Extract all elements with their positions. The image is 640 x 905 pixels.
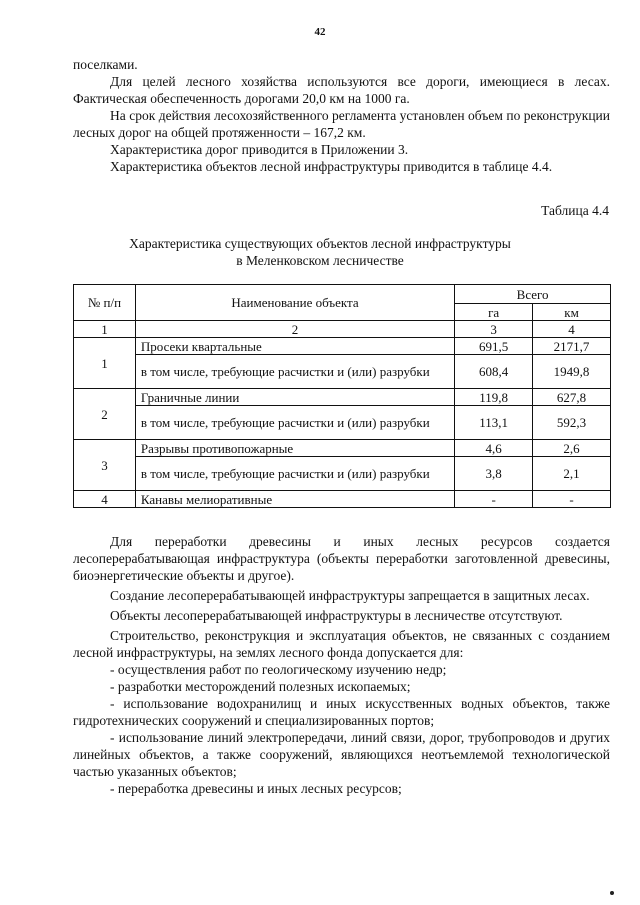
paragraph: Объекты лесоперерабатывающей инфраструктуры в лесничестве отсутствуют.: [110, 608, 563, 623]
column-number-row: [74, 321, 611, 338]
header-km: км: [533, 304, 611, 321]
paragraph: Характеристика дорог приводится в Приложении 3.: [110, 142, 409, 157]
list-item: - переработка древесины и иных лесных ресурсов;: [110, 781, 402, 796]
value-ha: 4,6: [455, 440, 533, 457]
value-ha: 608,4: [455, 355, 533, 389]
object-name: Канавы мелиоративные: [135, 491, 454, 508]
row-num: 2: [74, 389, 136, 440]
col-number: 1: [74, 321, 136, 338]
table-row: [74, 355, 611, 389]
header-total: Всего: [455, 285, 611, 304]
paragraph: Создание лесоперерабатывающей инфраструктуры запрещается в защитных лесах.: [110, 588, 590, 603]
header-name: Наименование объекта: [135, 285, 454, 321]
col-number: 2: [135, 321, 454, 338]
value-km: 1949,8: [533, 355, 611, 389]
row-num: 4: [74, 491, 136, 508]
value-ha: 113,1: [455, 406, 533, 440]
scan-mark: [610, 891, 614, 895]
paragraph: Для переработки древесины и иных лесных ресурсов создается лесоперерабатывающая инфраструктура (объекты переработки заготовленной древесины, биоэнергетические объекты и другое).: [73, 534, 610, 583]
table-title-line1: Характеристика существующих объектов лесной инфраструктуры: [129, 236, 511, 251]
page-number: 42: [314, 26, 326, 38]
object-name: в том числе, требующие расчистки и (или) разрубки: [135, 457, 454, 491]
paragraph: Строительство, реконструкция и эксплуатация объектов, не связанных с созданием лесной инфраструктуры, на землях лесного фонда допускается для:: [73, 628, 610, 660]
object-name: в том числе, требующие расчистки и (или) разрубки: [135, 406, 454, 440]
table-row: [74, 406, 611, 440]
value-km: -: [533, 491, 611, 508]
value-ha: 3,8: [455, 457, 533, 491]
value-km: 592,3: [533, 406, 611, 440]
table-row: [74, 389, 611, 406]
value-km: 627,8: [533, 389, 611, 406]
object-name: Граничные линии: [135, 389, 454, 406]
table-row: [74, 491, 611, 508]
intro-text: [73, 56, 610, 175]
object-name: в том числе, требующие расчистки и (или) разрубки: [135, 355, 454, 389]
object-name: Разрывы противопожарные: [135, 440, 454, 457]
value-ha: 119,8: [455, 389, 533, 406]
value-km: 2,6: [533, 440, 611, 457]
header-ha: га: [455, 304, 533, 321]
table-row: [74, 338, 611, 355]
table-row: [74, 457, 611, 491]
table-title-line2: в Меленковском лесничестве: [236, 253, 404, 268]
list-item: - использование линий электропередачи, линий связи, дорог, трубопроводов и других линейных объектов, а также сооружений, являющихся неотъемлемой технологической частью указанных объектов;: [73, 730, 610, 779]
list-item: - осуществления работ по геологическому изучению недр;: [110, 662, 447, 677]
paragraph: поселками.: [73, 57, 138, 72]
table-row: [74, 440, 611, 457]
body-text: [73, 533, 610, 797]
row-num: 1: [74, 338, 136, 389]
col-number: 3: [455, 321, 533, 338]
col-number: 4: [533, 321, 611, 338]
value-ha: -: [455, 491, 533, 508]
paragraph: Характеристика объектов лесной инфраструктуры приводится в таблице 4.4.: [110, 159, 553, 174]
header-num: № п/п: [74, 285, 136, 321]
row-num: 3: [74, 440, 136, 491]
value-ha: 691,5: [455, 338, 533, 355]
value-km: 2171,7: [533, 338, 611, 355]
value-km: 2,1: [533, 457, 611, 491]
list-item: - разработки месторождений полезных ископаемых;: [110, 679, 411, 694]
object-name: Просеки квартальные: [135, 338, 454, 355]
list-item: - использование водохранилищ и иных искусственных водных объектов, также гидротехнических сооружений и специализированных портов;: [73, 696, 610, 728]
paragraph: На срок действия лесохозяйственного регламента установлен объем по реконструкции лесных дорог на общей протяженности – 167,2 км.: [73, 108, 610, 140]
table-label: Таблица 4.4: [541, 203, 609, 218]
paragraph: Для целей лесного хозяйства используются все дороги, имеющиеся в лесах. Фактическая обеспеченность дорогами 20,0 км на 1000 га.: [73, 74, 610, 106]
infrastructure-table: [73, 284, 611, 508]
